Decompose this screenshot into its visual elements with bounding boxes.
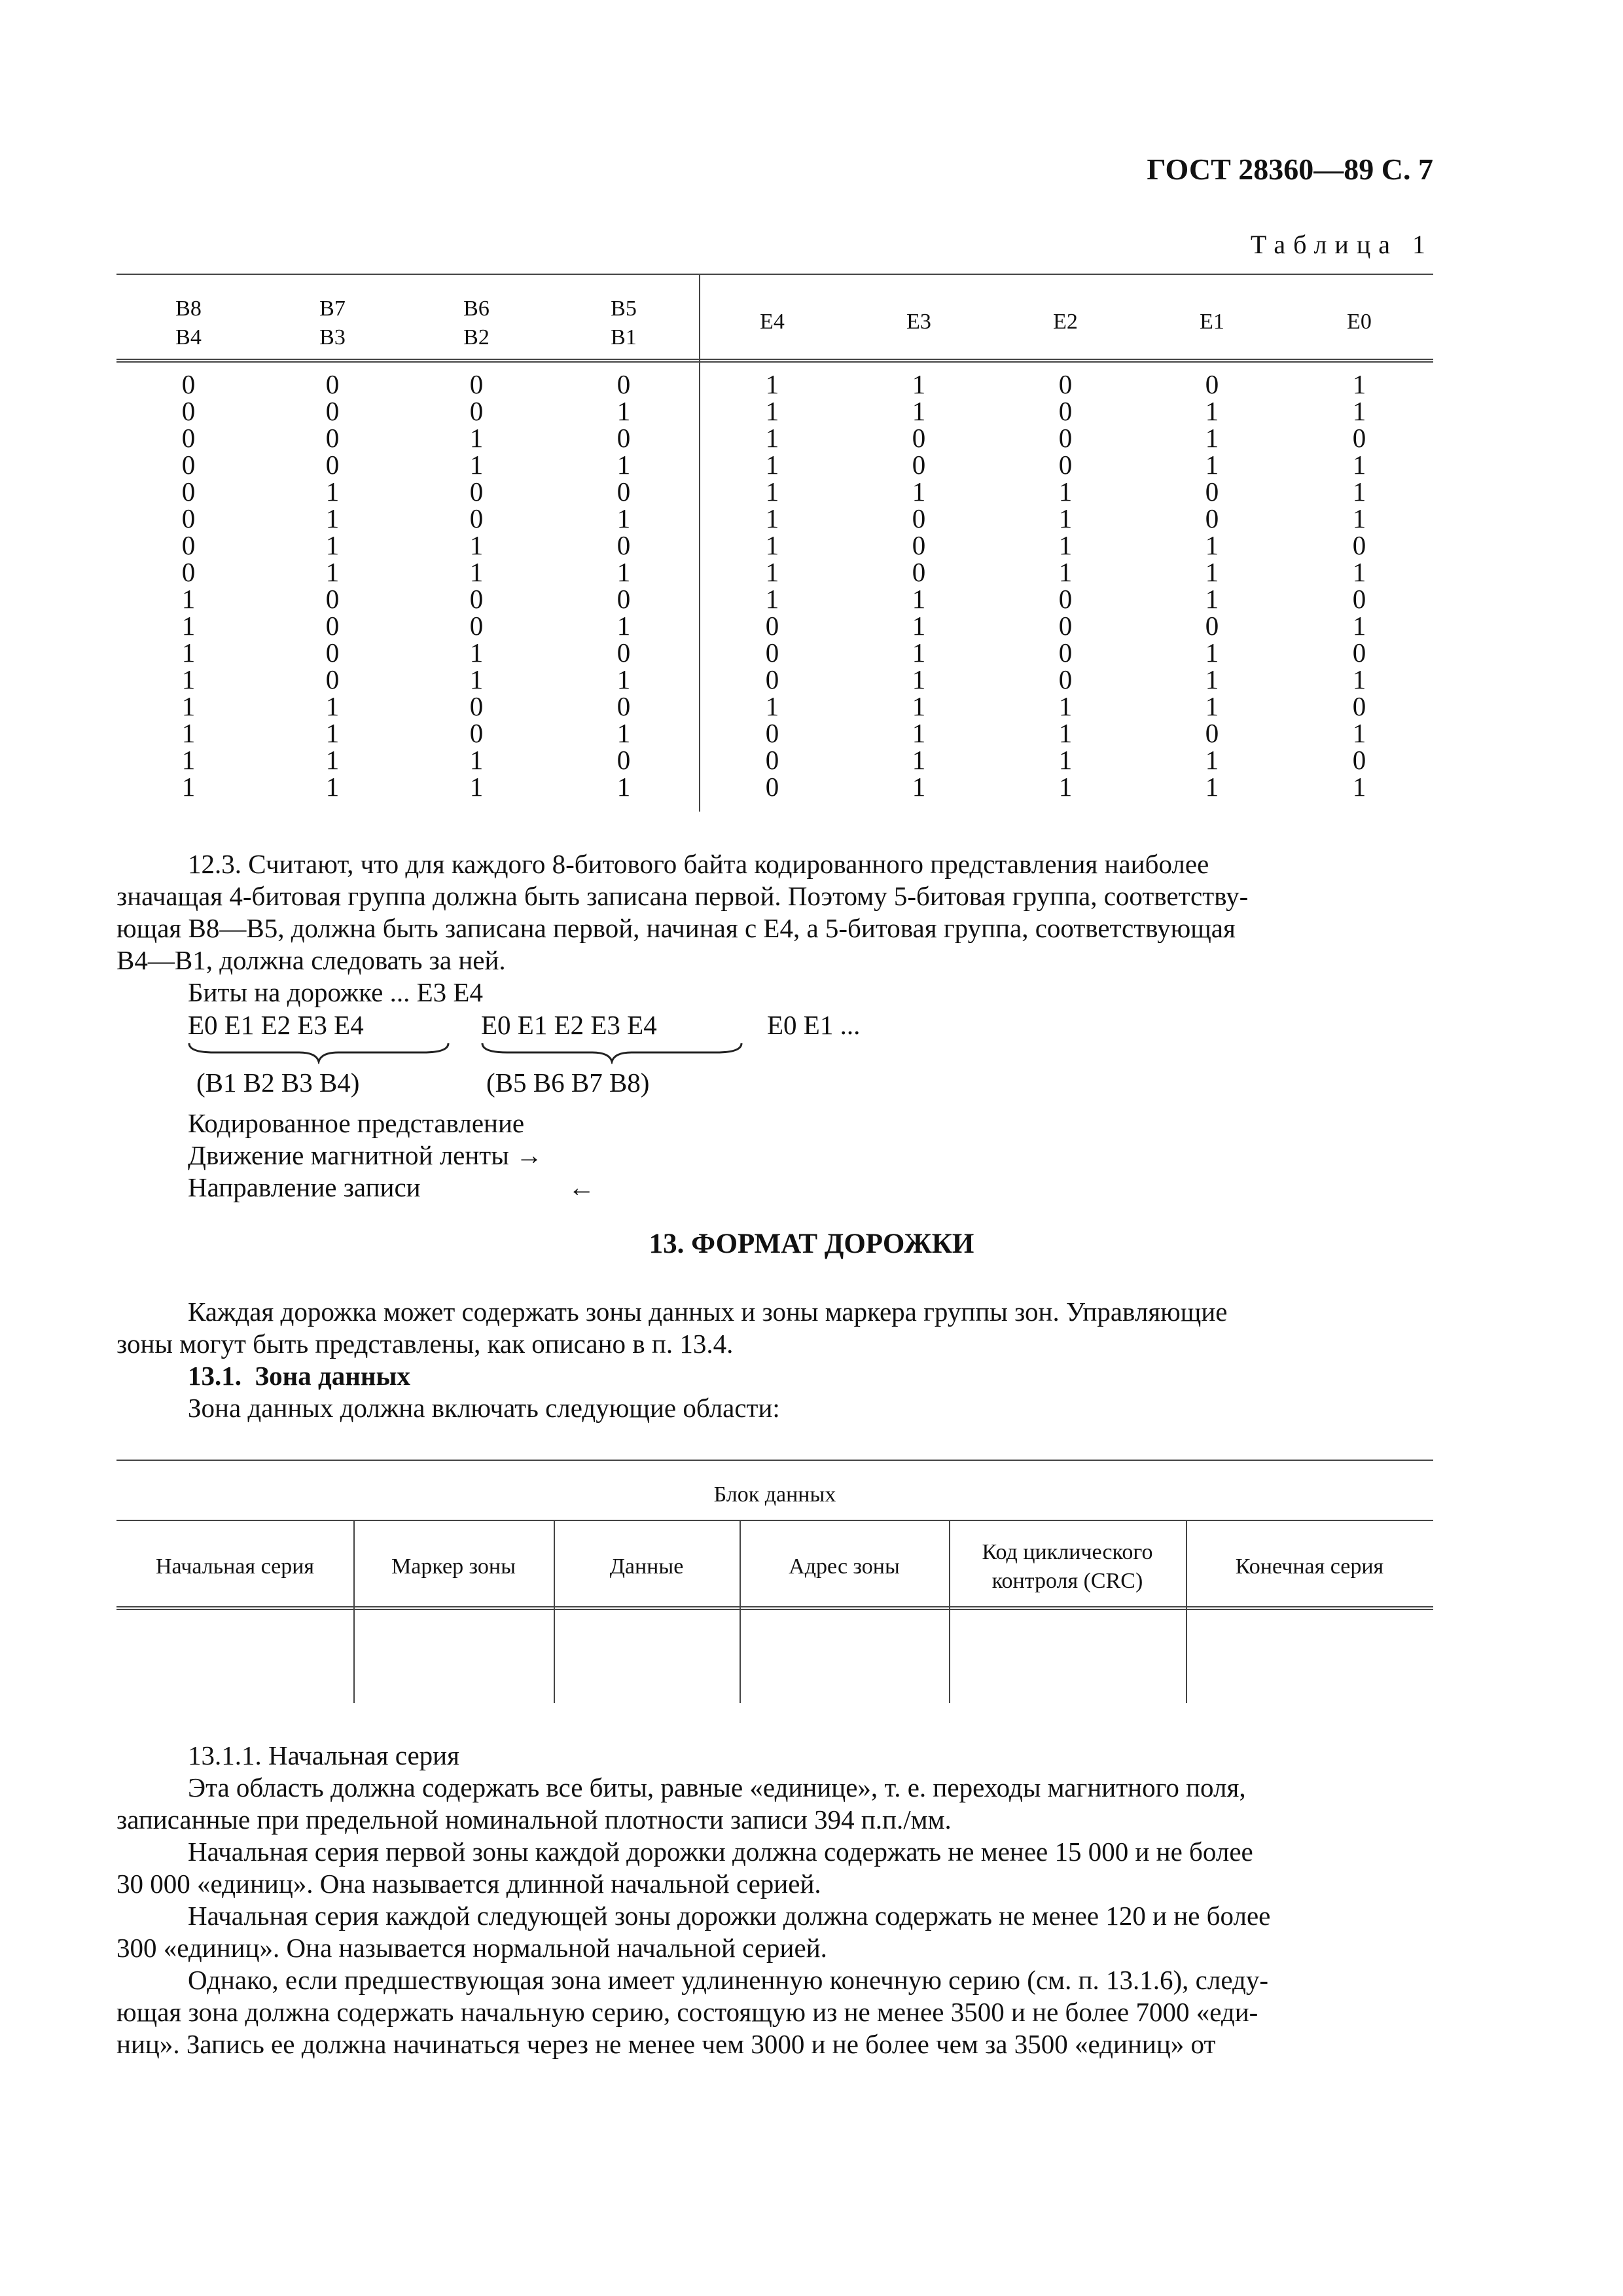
table-cell: 1 [1205, 745, 1219, 775]
paragraph-13-1-1-c: Начальная серия каждой следующей зоны дорожки должна содержать не менее 120 и не более 300 «единиц». Она называется нормальной начальной серией. [116, 1901, 1271, 1963]
table-cell: 0 [765, 637, 779, 668]
table-cell: 1 [469, 664, 484, 694]
col-end-series: Конечная серия [1235, 1554, 1384, 1579]
table-cell: 1 [181, 718, 196, 748]
table-cell: 1 [181, 691, 196, 721]
table-cell: 1 [1352, 557, 1366, 587]
table-cell: 0 [325, 584, 340, 614]
table-cell: 0 [1205, 718, 1219, 748]
table-divider [699, 274, 700, 812]
table-cell: 1 [1352, 396, 1366, 426]
header-b5-b1: B5 B1 [611, 296, 637, 350]
table-cell: 0 [616, 530, 631, 560]
table-cell: 0 [325, 369, 340, 399]
table-cell: 1 [1205, 691, 1219, 721]
header-b7-b3: B7 B3 [319, 296, 346, 350]
table-top-rule [116, 274, 1433, 275]
table-cell: 1 [616, 503, 631, 533]
table-cell: 1 [912, 396, 926, 426]
col-divider [353, 1520, 355, 1703]
table-cell: 0 [616, 423, 631, 453]
table-cell: 0 [181, 530, 196, 560]
table-cell: 1 [1058, 745, 1073, 775]
table-cell: 0 [1205, 503, 1219, 533]
table-cell: 1 [469, 557, 484, 587]
table-cell: 0 [765, 772, 779, 802]
table-cell: 0 [325, 664, 340, 694]
table-cell: 1 [1205, 664, 1219, 694]
table-cell: 0 [765, 664, 779, 694]
table-cell: 1 [181, 745, 196, 775]
table-cell: 1 [616, 611, 631, 641]
table-cell: 1 [616, 772, 631, 802]
table-cell: 1 [325, 772, 340, 802]
table-cell: 0 [181, 423, 196, 453]
table-cell: 1 [1205, 637, 1219, 668]
table-cell: 0 [469, 718, 484, 748]
table-cell: 1 [616, 664, 631, 694]
table-caption: Таблица 1 [1250, 230, 1433, 259]
subsection-13-1-1: 13.1.1. Начальная серия [188, 1740, 459, 1770]
section-title: 13. ФОРМАТ ДОРОЖКИ [649, 1229, 974, 1259]
table-cell: 0 [325, 637, 340, 668]
col-divider [740, 1520, 741, 1703]
table-cell: 1 [1205, 396, 1219, 426]
table-cell: 1 [1058, 718, 1073, 748]
table-cell: 1 [765, 557, 779, 587]
col-data: Данные [609, 1554, 684, 1579]
table-cell: 1 [469, 745, 484, 775]
table-cell: 0 [1058, 611, 1073, 641]
table-cell: 1 [765, 691, 779, 721]
table-cell: 1 [325, 476, 340, 507]
table-cell: 1 [1058, 557, 1073, 587]
header-e1: E1 [1200, 310, 1224, 334]
bit-group-low: E0 E1 E2 E3 E4 [188, 1010, 364, 1040]
bit-sub-high: (B5 B6 B7 B8) [486, 1067, 650, 1098]
table-cell: 1 [325, 745, 340, 775]
table-cell: 0 [1058, 423, 1073, 453]
bit-sub-low: (B1 B2 B3 B4) [196, 1067, 360, 1098]
table-cell: 0 [1058, 369, 1073, 399]
table-cell: 1 [765, 369, 779, 399]
table-cell: 1 [1058, 691, 1073, 721]
table-cell: 1 [912, 611, 926, 641]
table-cell: 1 [325, 691, 340, 721]
table-cell: 0 [469, 584, 484, 614]
table-cell: 0 [469, 476, 484, 507]
table-cell: 1 [1352, 772, 1366, 802]
table-cell: 0 [765, 745, 779, 775]
table-cell: 1 [616, 396, 631, 426]
table-cell: 0 [912, 503, 926, 533]
table-cell: 1 [912, 637, 926, 668]
paragraph-13-1-1-d: Однако, если предшествующая зона имеет удлиненную конечную серию (см. п. 13.1.6), следу- ющая зона должна содержать начальную серию, состоящую из не менее 3500 и не более 7000 «еди- ниц». Запись ее должна начинаться через не менее чем 3000 и не более чем за 3500 «единиц» от [116, 1965, 1269, 2059]
table-cell: 0 [1058, 584, 1073, 614]
table-cell: 1 [765, 584, 779, 614]
header-e3: E3 [906, 310, 931, 334]
table-cell: 0 [1058, 450, 1073, 480]
col-divider [1186, 1520, 1187, 1703]
table-cell: 1 [1058, 476, 1073, 507]
table-cell: 1 [1352, 664, 1366, 694]
table-cell: 0 [1058, 664, 1073, 694]
table-cell: 0 [1352, 423, 1366, 453]
table-cell: 0 [616, 691, 631, 721]
bits-label: Биты на дорожке ... E3 E4 [188, 977, 483, 1007]
table-cell: 1 [1205, 557, 1219, 587]
table-cell: 0 [181, 396, 196, 426]
table-cell: 1 [1352, 450, 1366, 480]
table-cell: 1 [469, 450, 484, 480]
table-cell: 0 [181, 450, 196, 480]
table-cell: 1 [616, 557, 631, 587]
table-cell: 0 [1205, 611, 1219, 641]
table-cell: 0 [181, 476, 196, 507]
header-e4: E4 [760, 310, 785, 334]
arrow-left-icon: ← [568, 1172, 595, 1202]
data-block-label: Блок данных [713, 1482, 836, 1507]
coded-label: Кодированное представление [188, 1108, 525, 1138]
table-cell: 1 [912, 584, 926, 614]
col-divider [949, 1520, 950, 1703]
zone-table-top-rule [116, 1460, 1433, 1461]
table-cell: 0 [912, 423, 926, 453]
table-cell: 0 [469, 691, 484, 721]
table-cell: 1 [181, 664, 196, 694]
table-cell: 0 [325, 450, 340, 480]
table-cell: 0 [912, 450, 926, 480]
table-cell: 1 [181, 611, 196, 641]
table-cell: 0 [616, 637, 631, 668]
table-cell: 1 [325, 530, 340, 560]
brace-high [481, 1041, 743, 1064]
brace-low [188, 1041, 450, 1064]
table-cell: 0 [616, 369, 631, 399]
col-crc: Код циклического контроля (CRC) [982, 1540, 1153, 1593]
bit-group-high: E0 E1 E2 E3 E4 [481, 1010, 657, 1040]
table-cell: 0 [616, 476, 631, 507]
table-cell: 1 [912, 718, 926, 748]
table-cell: 1 [1352, 611, 1366, 641]
table-cell: 0 [325, 423, 340, 453]
header-e2: E2 [1053, 310, 1078, 334]
table-cell: 1 [765, 396, 779, 426]
table-cell: 1 [765, 503, 779, 533]
table-cell: 1 [912, 772, 926, 802]
subsection-13-1-text: Зона данных должна включать следующие области: [188, 1393, 780, 1423]
table-cell: 1 [1352, 718, 1366, 748]
table-cell: 1 [1205, 423, 1219, 453]
table-cell: 0 [616, 745, 631, 775]
col-zone-address: Адрес зоны [789, 1554, 900, 1579]
table-cell: 1 [469, 637, 484, 668]
table-cell: 1 [912, 664, 926, 694]
table-cell: 1 [912, 369, 926, 399]
table-cell: 1 [469, 423, 484, 453]
table-cell: 1 [765, 530, 779, 560]
table-cell: 0 [1352, 584, 1366, 614]
paragraph-13-1-1-b: Начальная серия первой зоны каждой дорожки должна содержать не менее 15 000 и не более 30 000 «единиц». Она называется длинной начальной серией. [116, 1837, 1253, 1899]
table-cell: 1 [912, 745, 926, 775]
table-cell: 1 [181, 637, 196, 668]
table-cell: 0 [1205, 476, 1219, 507]
table-cell: 1 [469, 772, 484, 802]
table-cell: 0 [1205, 369, 1219, 399]
table-cell: 1 [765, 423, 779, 453]
table-cell: 1 [325, 718, 340, 748]
paragraph-12-3: 12.3. Считают, что для каждого 8-битового байта кодированного представления наиболее значащая 4-битовая группа должна быть записана первой. Поэтому 5-битовая группа, соответству- ющая B8—B5, должна быть записана первой, начиная с E4, а 5-битовая группа, соответствующая B4—B1, должна следовать за ней. [116, 849, 1249, 975]
table-cell: 1 [181, 584, 196, 614]
table-cell: 1 [1205, 584, 1219, 614]
table-cell: 0 [1352, 691, 1366, 721]
table-cell: 1 [1058, 530, 1073, 560]
col-zone-marker: Маркер зоны [391, 1554, 516, 1579]
table-cell: 1 [912, 476, 926, 507]
header-e0: E0 [1347, 310, 1372, 334]
table-cell: 1 [1205, 530, 1219, 560]
table-cell: 1 [325, 503, 340, 533]
table-cell: 0 [325, 396, 340, 426]
table-cell: 0 [181, 557, 196, 587]
header-b6-b2: B6 B2 [463, 296, 490, 350]
table-cell: 0 [765, 718, 779, 748]
table-cell: 0 [469, 503, 484, 533]
zone-table-mid-rule [116, 1520, 1433, 1521]
table-cell: 1 [1352, 476, 1366, 507]
table-cell: 0 [469, 611, 484, 641]
subsection-13-1: 13.1. Зона данных [188, 1361, 411, 1391]
table-cell: 0 [181, 503, 196, 533]
col-start-series: Начальная серия [155, 1554, 315, 1579]
table-cell: 0 [765, 611, 779, 641]
table-cell: 1 [1205, 450, 1219, 480]
table-cell: 0 [1352, 637, 1366, 668]
tape-motion-label: Движение магнитной ленты → [188, 1140, 543, 1170]
table-cell: 0 [912, 557, 926, 587]
col-divider [554, 1520, 555, 1703]
table-cell: 1 [469, 530, 484, 560]
table-cell: 1 [1058, 772, 1073, 802]
table-cell: 1 [765, 450, 779, 480]
table-cell: 1 [1352, 369, 1366, 399]
table-cell: 0 [1352, 530, 1366, 560]
table-header-rule [116, 359, 1433, 363]
page-header: ГОСТ 28360—89 С. 7 [1147, 152, 1433, 186]
paragraph-13-1-1-a: Эта область должна содержать все биты, равные «единице», т. е. переходы магнитного поля, записанные при предельной номинальной плотности записи 394 п.п./мм. [116, 1772, 1246, 1835]
write-direction-label: Направление записи [188, 1172, 421, 1202]
table-cell: 0 [469, 369, 484, 399]
table-cell: 1 [1205, 772, 1219, 802]
table-cell: 0 [1352, 745, 1366, 775]
table-cell: 1 [1058, 503, 1073, 533]
table-cell: 0 [325, 611, 340, 641]
table-cell: 0 [912, 530, 926, 560]
bit-group-tail: E0 E1 ... [767, 1010, 861, 1040]
table-cell: 0 [469, 396, 484, 426]
table-cell: 0 [1058, 396, 1073, 426]
table-cell: 1 [1352, 503, 1366, 533]
table-cell: 0 [616, 584, 631, 614]
table-cell: 0 [1058, 637, 1073, 668]
table-cell: 1 [765, 476, 779, 507]
paragraph-13: Каждая дорожка может содержать зоны данных и зоны маркера группы зон. Управляющие зоны могут быть представлены, как описано в п. 13.4. [116, 1297, 1228, 1359]
table-cell: 0 [181, 369, 196, 399]
table-cell: 1 [325, 557, 340, 587]
table-cell: 1 [181, 772, 196, 802]
zone-table-header-rule [116, 1606, 1433, 1610]
table-cell: 1 [616, 718, 631, 748]
table-cell: 1 [912, 691, 926, 721]
table-cell: 1 [616, 450, 631, 480]
header-b8-b4: B8 B4 [175, 296, 202, 350]
